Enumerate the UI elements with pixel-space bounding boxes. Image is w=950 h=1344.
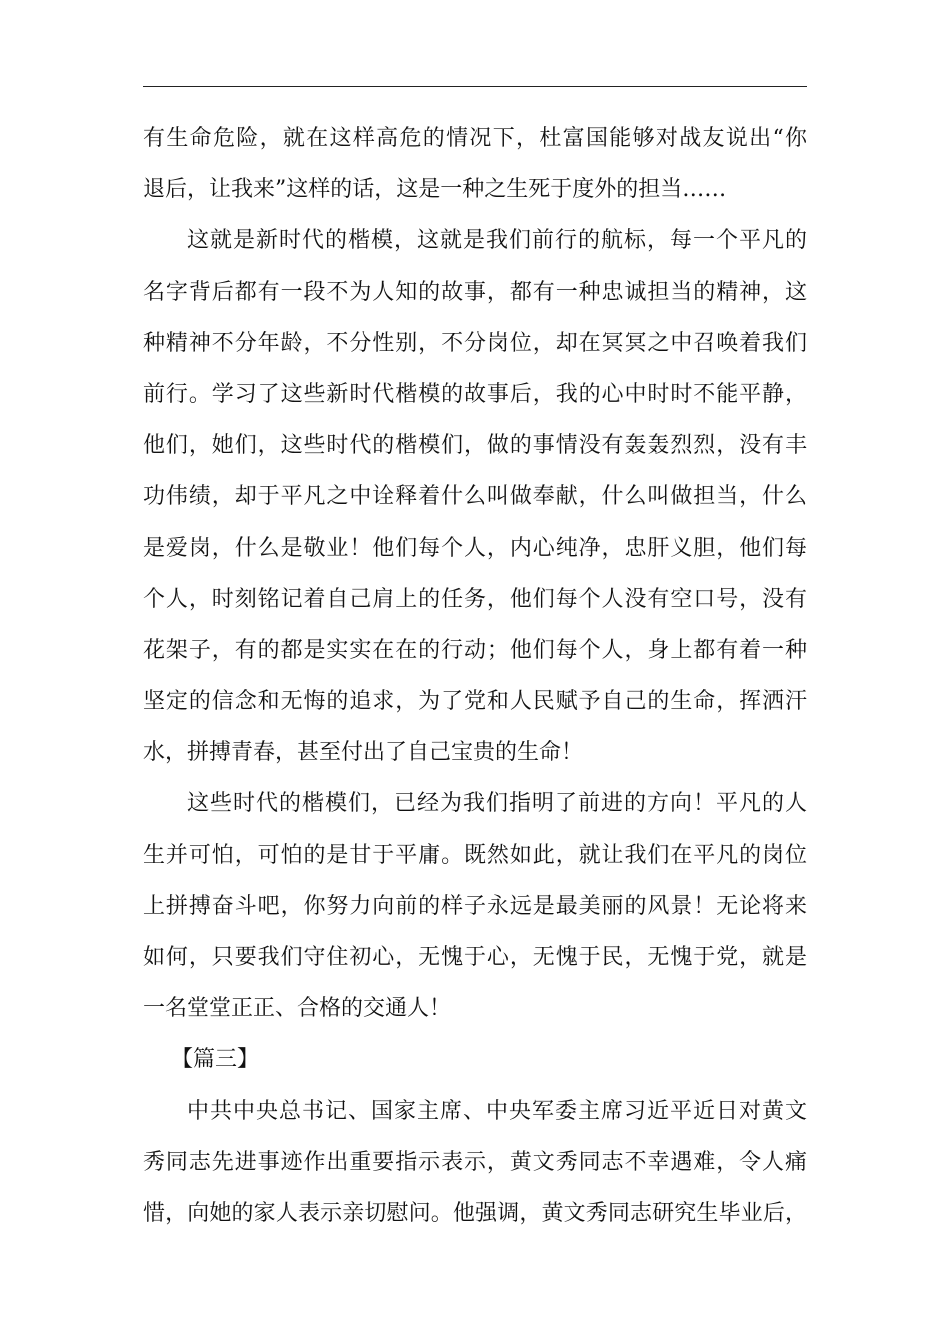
text-line: 花架子，有的都是实实在在的行动；他们每个人，身上都有着一种	[143, 637, 807, 663]
text-line: 上拼搏奋斗吧，你努力向前的样子永远是最美丽的风景！无论将来	[143, 893, 807, 919]
header-rule	[143, 86, 807, 87]
text-line: 前行。学习了这些新时代楷模的故事后，我的心中时时不能平静，	[143, 381, 807, 407]
text-line: 功伟绩，却于平凡之中诠释着什么叫做奉献，什么叫做担当，什么	[143, 484, 807, 510]
text-line: 退后，让我来”这样的话，这是一种之生死于度外的担当……	[143, 177, 727, 203]
text-line: 他们，她们，这些时代的楷模们，做的事情没有轰轰烈烈，没有丰	[143, 433, 807, 459]
text-line: 是爱岗，什么是敬业！他们每个人，内心纯净，忠肝义胆，他们每	[143, 535, 807, 561]
text-line: 名字背后都有一段不为人知的故事，都有一种忠诚担当的精神，这	[143, 279, 807, 305]
text-line: 如何，只要我们守住初心，无愧于心，无愧于民，无愧于党，就是	[143, 945, 807, 970]
text-line: 个人，时刻铭记着自己肩上的任务，他们每个人没有空口号，没有	[143, 586, 807, 612]
text-line: 种精神不分年龄，不分性别，不分岗位，却在冥冥之中召唤着我们	[143, 330, 807, 356]
text-line: 这些时代的楷模们，已经为我们指明了前进的方向！平凡的人	[187, 791, 807, 817]
text-line: 中共中央总书记、国家主席、中央军委主席习近平近日对黄文	[187, 1098, 807, 1124]
text-line: 生并可怕，可怕的是甘于平庸。既然如此，就让我们在平凡的岗位	[143, 842, 807, 868]
text-line: 一名堂堂正正、合格的交通人！	[143, 996, 452, 1022]
text-line: 惜，向她的家人表示亲切慰问。他强调，黄文秀同志研究生毕业后，	[143, 1200, 807, 1226]
section-heading: 【篇三】	[171, 1047, 260, 1073]
text-line: 坚定的信念和无悔的追求，为了党和人民赋予自己的生命，挥洒汗	[143, 689, 807, 715]
text-line: 这就是新时代的楷模，这就是我们前行的航标，每一个平凡的	[187, 228, 807, 254]
text-line: 水，拼搏青春，甚至付出了自己宝贵的生命！	[143, 740, 584, 766]
body-text	[143, 113, 807, 1239]
text-line: 有生命危险，就在这样高危的情况下，杜富国能够对战友说出“你	[143, 126, 807, 151]
text-line: 秀同志先进事迹作出重要指示表示，黄文秀同志不幸遇难，令人痛	[143, 1149, 807, 1175]
